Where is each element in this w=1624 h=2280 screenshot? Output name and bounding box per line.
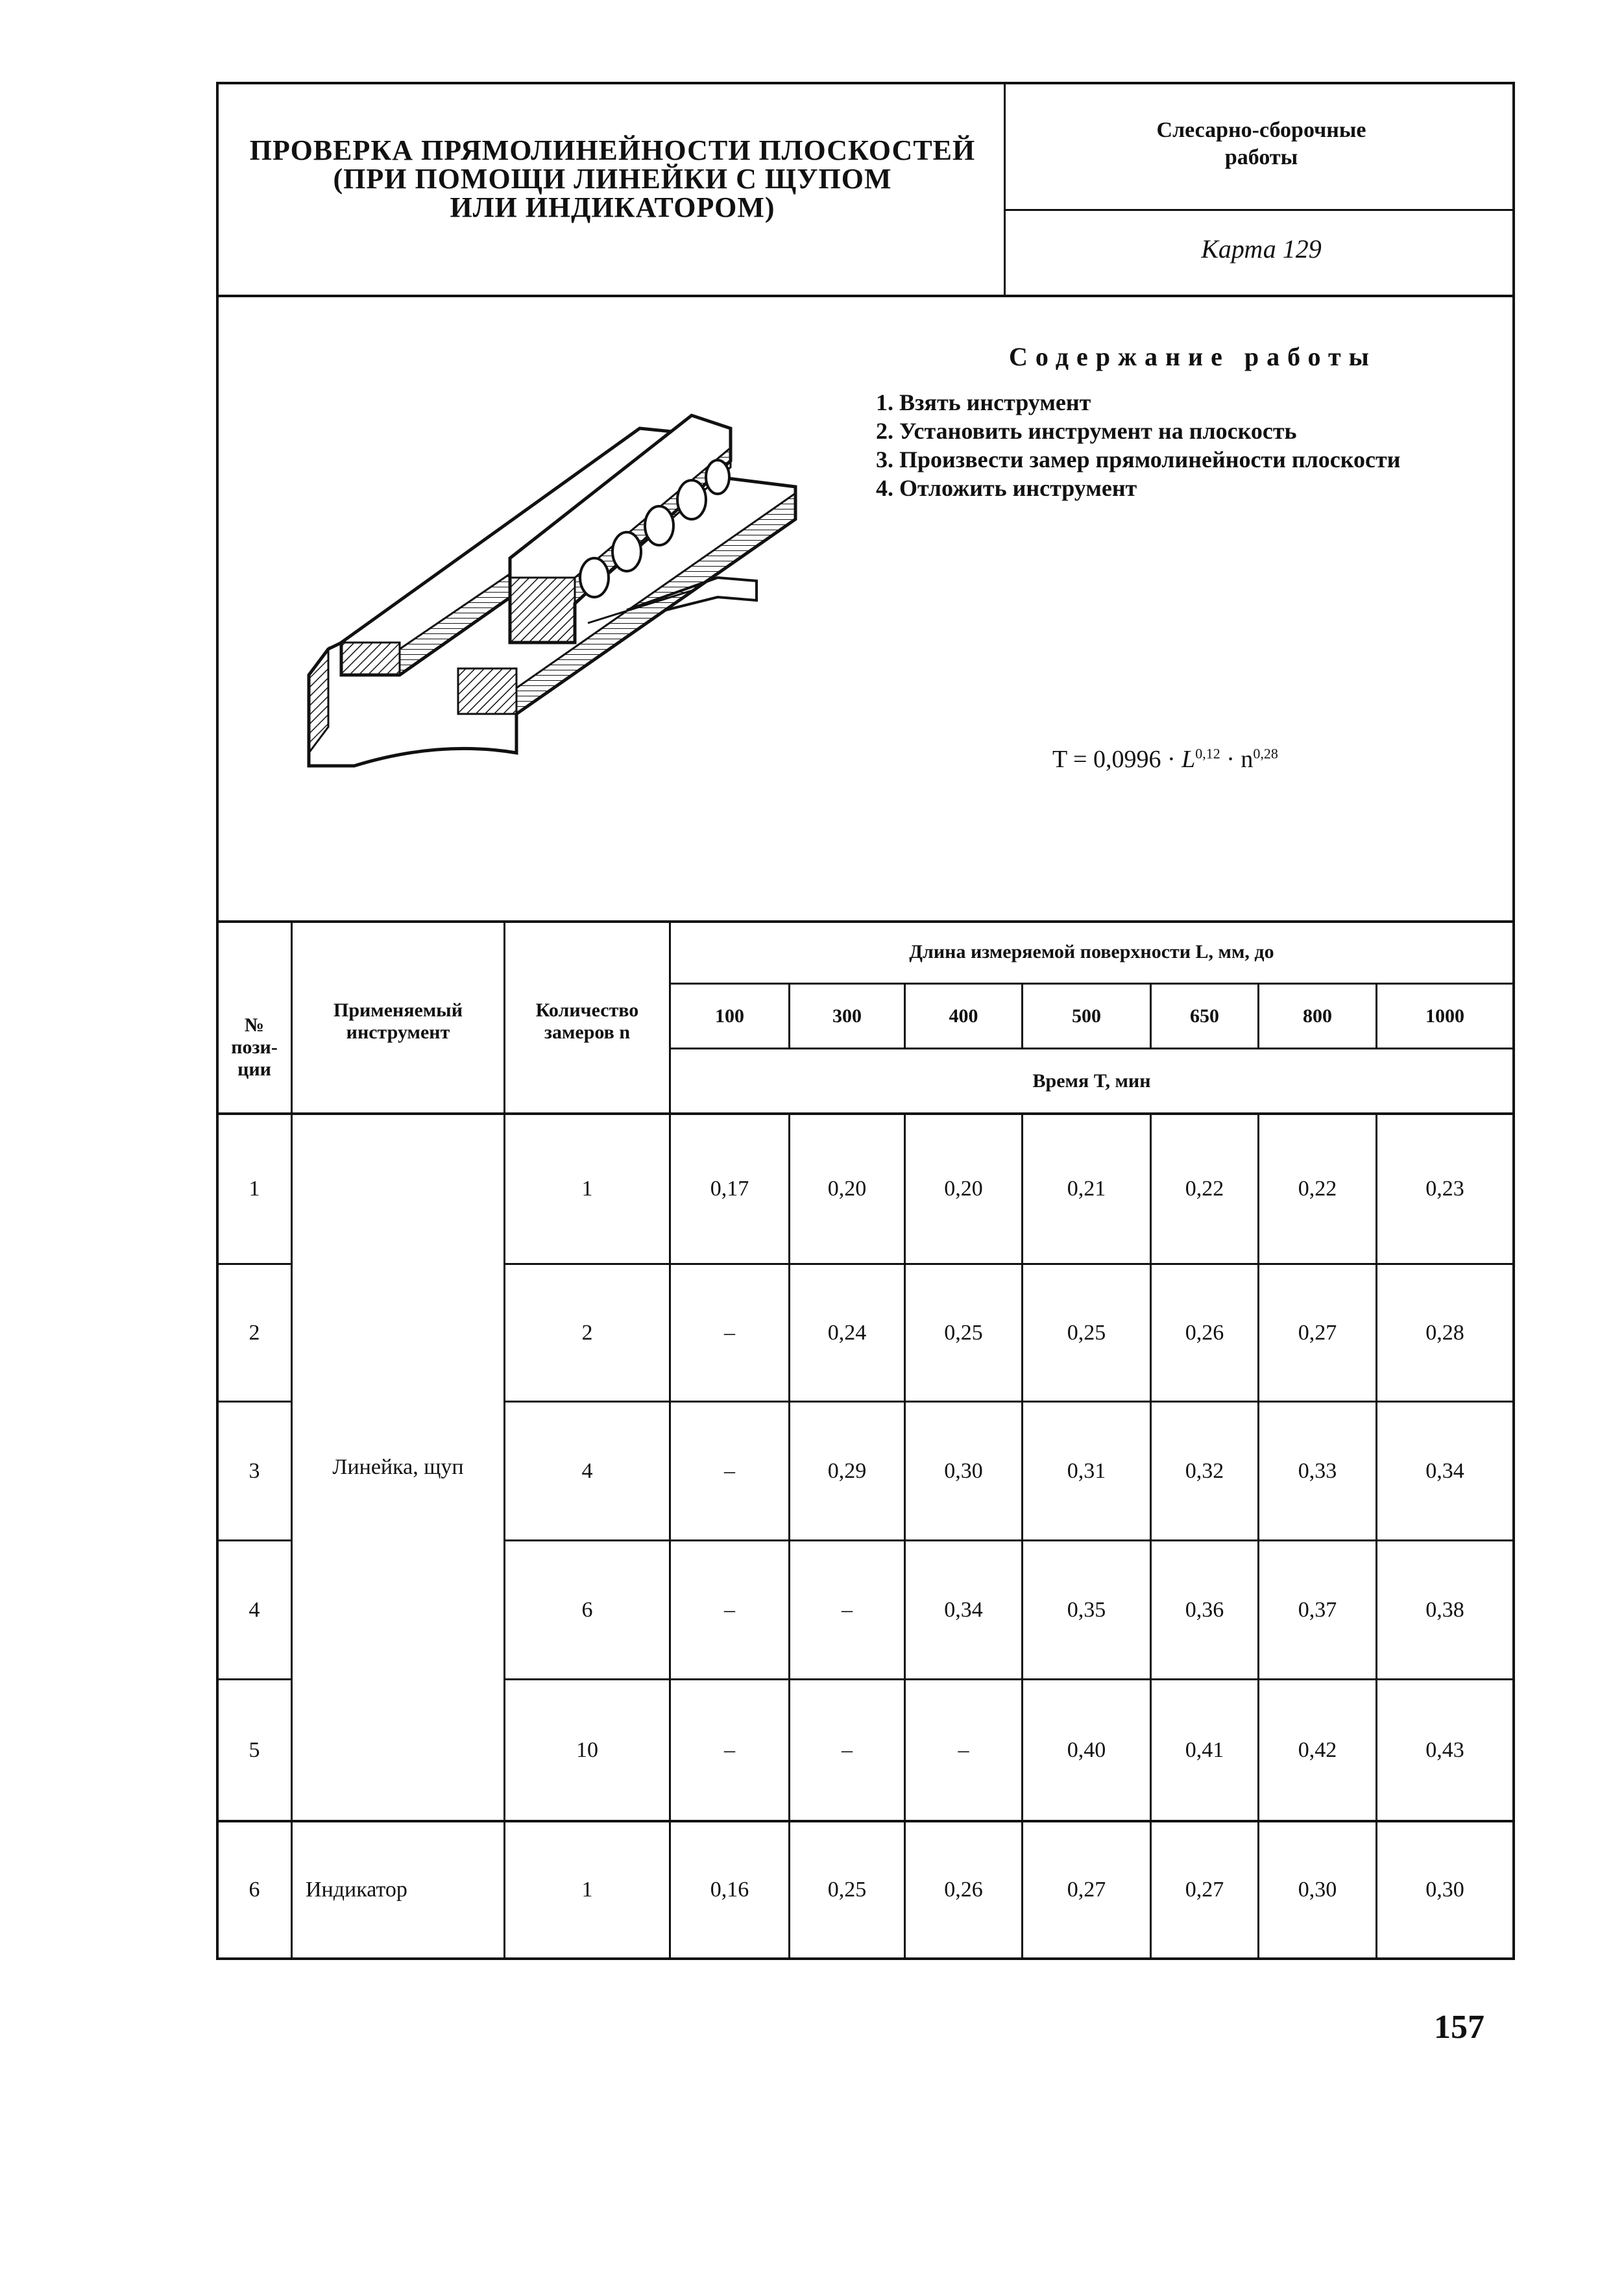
- cell-time: 0,36: [1185, 1597, 1224, 1622]
- cell-position: 3: [248, 1458, 260, 1483]
- cell-count: 6: [581, 1597, 593, 1622]
- cell-position: 4: [248, 1597, 260, 1622]
- header-divider: [1004, 82, 1006, 296]
- cell-count: 10: [576, 1737, 598, 1762]
- length-1000: 1000: [1425, 1005, 1464, 1027]
- cell-time: 0,33: [1298, 1458, 1337, 1483]
- header-bottom: [216, 295, 1515, 297]
- cell-time: 0,25: [827, 1878, 867, 1902]
- cell-time: 0,30: [1425, 1878, 1464, 1902]
- col-header-length: Длина измеряемой поверхности L, мм, до: [909, 941, 1274, 962]
- cell-time: 0,26: [1185, 1320, 1224, 1345]
- time-formula: $T = 0,0996 \cdot L^{0,12} \cdot n^{0,28}$: [1052, 745, 1278, 773]
- header-right-divider: [1004, 209, 1514, 211]
- cell-time: 0,34: [1425, 1458, 1464, 1483]
- cell-time: 0,20: [944, 1177, 983, 1201]
- cell-time: 0,40: [1067, 1737, 1106, 1762]
- length-100: 100: [715, 1005, 744, 1027]
- cell-time: 0,41: [1185, 1737, 1224, 1762]
- tool-ruler-feeler: Линейка, щуп: [332, 1455, 464, 1479]
- cell-time: –: [842, 1597, 853, 1622]
- cell-count: 4: [581, 1458, 593, 1483]
- straightedge-drawing: [302, 363, 821, 779]
- cell-position: 5: [248, 1737, 260, 1762]
- cell-time: –: [724, 1597, 735, 1622]
- cell-time: 0,26: [944, 1878, 983, 1902]
- length-300: 300: [832, 1005, 862, 1027]
- cell-time: 0,38: [1425, 1597, 1464, 1622]
- cell-time: 0,22: [1298, 1177, 1337, 1201]
- cell-time: 0,17: [710, 1177, 749, 1201]
- frame-top: [216, 82, 1515, 84]
- cell-time: –: [958, 1737, 969, 1762]
- cell-time: 0,30: [944, 1458, 983, 1483]
- cell-time: 0,28: [1425, 1320, 1464, 1345]
- cell-time: 0,34: [944, 1597, 983, 1622]
- cell-time: 0,23: [1425, 1177, 1464, 1201]
- col-header-position: № пози- ции: [231, 1014, 278, 1080]
- cell-time: 0,43: [1425, 1737, 1464, 1762]
- page-title: ПРОВЕРКА ПРЯМОЛИНЕЙНОСТИ ПЛОСКОСТЕЙ (ПРИ ПОМОЩИ ЛИНЕЙКИ С ЩУПОМ ИЛИ ИНДИКАТОРОМ): [249, 134, 976, 223]
- time-header: Время T, мин: [1032, 1070, 1151, 1092]
- card-number: Карта 129: [1201, 234, 1322, 264]
- page-number: 157: [1434, 2009, 1485, 2046]
- cell-time: –: [724, 1320, 735, 1345]
- col-header-tool: Применяемый инструмент: [333, 999, 463, 1043]
- cell-time: –: [724, 1458, 735, 1483]
- cell-count: 1: [581, 1177, 593, 1201]
- content-title: Содержание работы: [1009, 342, 1377, 371]
- length-650: 650: [1190, 1005, 1219, 1027]
- frame-bottom: [216, 1957, 1515, 1960]
- cell-time: 0,35: [1067, 1597, 1106, 1622]
- cell-position: 2: [248, 1320, 260, 1345]
- cell-time: 0,32: [1185, 1458, 1224, 1483]
- cell-time: 0,27: [1298, 1320, 1337, 1345]
- tool-indicator: Индикатор: [306, 1878, 407, 1902]
- cell-time: –: [842, 1737, 853, 1762]
- cell-time: 0,25: [944, 1320, 983, 1345]
- cell-time: 0,37: [1298, 1597, 1337, 1622]
- cell-time: 0,27: [1185, 1878, 1224, 1902]
- cell-count: 2: [581, 1320, 593, 1345]
- work-steps: [876, 388, 1400, 502]
- length-800: 800: [1303, 1005, 1332, 1027]
- cell-time: 0,29: [827, 1458, 867, 1483]
- cell-time: 0,42: [1298, 1737, 1337, 1762]
- cell-count: 1: [581, 1878, 593, 1902]
- cell-time: –: [724, 1737, 735, 1762]
- col-header-count: Количество замеров n: [535, 999, 639, 1043]
- step-item: 4. Отложить инструмент: [876, 475, 1137, 501]
- step-item: 1. Взять инструмент: [876, 389, 1091, 415]
- cell-time: 0,25: [1067, 1320, 1106, 1345]
- section-name: Слесарно-сборочные работы: [1156, 118, 1366, 169]
- step-item: 3. Произвести замер прямолинейности плоскости: [876, 447, 1401, 472]
- cell-time: 0,31: [1067, 1458, 1106, 1483]
- step-item: 2. Установить инструмент на плоскость: [876, 418, 1297, 444]
- cell-time: 0,22: [1185, 1177, 1224, 1201]
- cell-time: 0,20: [827, 1177, 867, 1201]
- cell-position: 1: [248, 1177, 260, 1201]
- cell-time: 0,24: [827, 1320, 867, 1345]
- length-500: 500: [1072, 1005, 1101, 1027]
- cell-time: 0,21: [1067, 1177, 1106, 1201]
- cell-time: 0,30: [1298, 1878, 1337, 1902]
- length-400: 400: [949, 1005, 978, 1027]
- cell-time: 0,16: [710, 1878, 749, 1902]
- cell-time: 0,27: [1067, 1878, 1106, 1902]
- cell-position: 6: [248, 1878, 260, 1902]
